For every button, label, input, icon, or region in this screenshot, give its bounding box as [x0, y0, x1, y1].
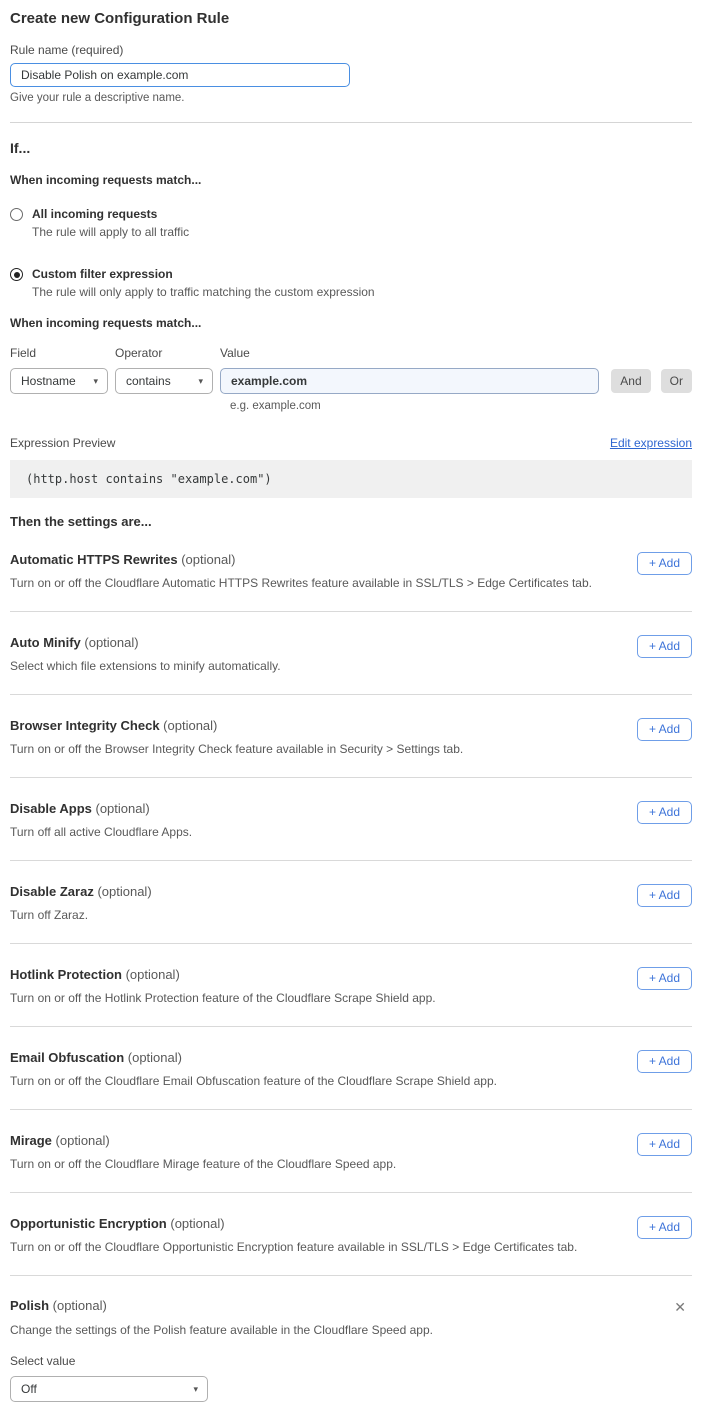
setting-name: Email Obfuscation — [10, 1050, 125, 1065]
optional-tag: (optional) — [125, 967, 180, 982]
and-button[interactable]: And — [611, 369, 650, 393]
add-button[interactable]: + Add — [637, 801, 692, 824]
if-heading: If... — [10, 140, 31, 156]
optional-tag: (optional) — [84, 635, 139, 650]
setting-info — [10, 801, 192, 839]
expression-builder-heading: When incoming requests match... — [10, 316, 202, 330]
setting-description: Turn on or off the Cloudflare Email Obfuscation feature of the Cloudflare Scrape Shield app. — [10, 1074, 497, 1088]
setting-title — [10, 718, 463, 733]
operator-label: Operator — [115, 346, 163, 360]
setting-title — [10, 1216, 577, 1231]
operator-select[interactable] — [115, 368, 213, 394]
setting-name: Polish — [10, 1298, 50, 1313]
select-value-label: Select value — [10, 1354, 76, 1368]
setting-info — [10, 1050, 497, 1088]
value-label: Value — [220, 346, 250, 360]
optional-tag: (optional) — [163, 718, 218, 733]
setting-info — [10, 1216, 577, 1254]
add-button[interactable]: + Add — [637, 635, 692, 658]
expression-preview-label: Expression Preview — [10, 436, 116, 450]
setting-description: Turn on or off the Browser Integrity Check feature available in Security > Settings tab. — [10, 742, 464, 756]
optional-tag: (optional) — [127, 1050, 182, 1065]
add-button[interactable]: + Add — [637, 718, 692, 741]
setting-hotlink-protection — [10, 944, 692, 1027]
add-button[interactable]: + Add — [637, 1133, 692, 1156]
expression-builder-row — [10, 346, 692, 394]
setting-title — [10, 1050, 497, 1065]
setting-automatic-https-rewrites — [10, 529, 692, 612]
setting-name: Browser Integrity Check — [10, 718, 160, 733]
radio-all-text — [32, 207, 189, 239]
radio-unselected-icon[interactable] — [10, 208, 23, 221]
add-button[interactable]: + Add — [637, 884, 692, 907]
radio-custom-label: Custom filter expression — [32, 267, 173, 281]
setting-info — [10, 884, 152, 922]
rule-name-label: Rule name (required) — [10, 43, 124, 57]
radio-custom-text — [32, 267, 375, 299]
add-button[interactable]: + Add — [637, 1216, 692, 1239]
optional-tag: (optional) — [97, 884, 152, 899]
add-button[interactable]: + Add — [637, 1050, 692, 1073]
setting-name: Disable Apps — [10, 801, 92, 816]
and-or-buttons — [611, 369, 692, 394]
radio-custom-filter-expression[interactable] — [10, 267, 692, 299]
page-title: Create new Configuration Rule — [10, 10, 230, 27]
radio-all-incoming-requests[interactable] — [10, 207, 692, 239]
optional-tag: (optional) — [181, 552, 236, 567]
value-helper: e.g. example.com — [230, 400, 321, 412]
setting-title — [10, 884, 152, 899]
setting-mirage — [10, 1110, 692, 1193]
optional-tag: (optional) — [95, 801, 150, 816]
radio-all-label: All incoming requests — [32, 207, 158, 221]
field-column — [10, 346, 108, 394]
setting-info — [10, 967, 436, 1005]
edit-expression-link[interactable]: Edit expression — [609, 436, 692, 450]
value-input[interactable] — [220, 368, 599, 394]
setting-disable-apps — [10, 778, 692, 861]
setting-title — [10, 801, 192, 816]
operator-column — [115, 346, 213, 394]
setting-name: Mirage — [10, 1133, 52, 1148]
add-button[interactable]: + Add — [637, 552, 692, 575]
setting-disable-zaraz — [10, 861, 692, 944]
setting-title — [10, 1298, 107, 1313]
setting-name: Hotlink Protection — [10, 967, 122, 982]
setting-info — [10, 552, 592, 590]
setting-title — [10, 552, 592, 567]
radio-selected-icon[interactable] — [10, 268, 23, 281]
setting-info — [10, 1133, 396, 1171]
optional-tag: (optional) — [52, 1298, 107, 1313]
chevron-down-icon: ▾ — [198, 375, 203, 386]
polish-description: Change the settings of the Polish feature available in the Cloudflare Speed app. — [10, 1323, 433, 1337]
setting-description: Turn on or off the Cloudflare Automatic HTTPS Rewrites feature available in SSL/TLS > Edge Certificates tab. — [10, 576, 592, 590]
setting-title — [10, 967, 436, 982]
field-label: Field — [10, 346, 37, 360]
polish-value-select[interactable] — [10, 1376, 208, 1402]
then-settings-heading: Then the settings are... — [10, 514, 152, 529]
polish-header — [10, 1298, 692, 1314]
operator-select-value: contains — [126, 374, 171, 388]
optional-tag: (optional) — [170, 1216, 225, 1231]
close-icon[interactable]: ✕ — [674, 1299, 686, 1315]
setting-auto-minify — [10, 612, 692, 695]
setting-email-obfuscation — [10, 1027, 692, 1110]
field-select-value: Hostname — [21, 374, 76, 388]
setting-description: Select which file extensions to minify automatically. — [10, 659, 281, 673]
expression-preview-code: (http.host contains "example.com") — [10, 460, 692, 498]
setting-name: Disable Zaraz — [10, 884, 94, 899]
radio-custom-description: The rule will only apply to traffic matching the custom expression — [32, 285, 375, 299]
setting-title — [10, 635, 281, 650]
setting-opportunistic-encryption — [10, 1193, 692, 1276]
or-button[interactable]: Or — [661, 369, 692, 393]
setting-name: Opportunistic Encryption — [10, 1216, 167, 1231]
rule-name-input[interactable] — [10, 63, 350, 87]
value-column — [220, 346, 599, 394]
chevron-down-icon: ▾ — [193, 1383, 198, 1394]
setting-description: Turn on or off the Hotlink Protection feature of the Cloudflare Scrape Shield app. — [10, 991, 436, 1005]
setting-polish — [10, 1276, 692, 1402]
setting-name: Auto Minify — [10, 635, 81, 650]
chevron-down-icon: ▾ — [93, 375, 98, 386]
rule-name-helper: Give your rule a descriptive name. — [10, 92, 185, 104]
setting-info — [10, 718, 463, 756]
radio-all-description: The rule will apply to all traffic — [32, 225, 190, 239]
field-select[interactable] — [10, 368, 108, 394]
setting-name: Automatic HTTPS Rewrites — [10, 552, 178, 567]
incoming-requests-match-label: When incoming requests match... — [10, 173, 202, 187]
setting-title — [10, 1133, 396, 1148]
section-divider — [10, 122, 692, 123]
polish-select-value: Off — [21, 1382, 37, 1396]
optional-tag: (optional) — [55, 1133, 110, 1148]
setting-info — [10, 635, 281, 673]
setting-description: Turn on or off the Cloudflare Mirage feature of the Cloudflare Speed app. — [10, 1157, 397, 1171]
setting-browser-integrity-check — [10, 695, 692, 778]
add-button[interactable]: + Add — [637, 967, 692, 990]
setting-description: Turn on or off the Cloudflare Opportunistic Encryption feature available in SSL/TLS > Edge Certificates tab. — [10, 1240, 578, 1254]
setting-description: Turn off all active Cloudflare Apps. — [10, 825, 193, 839]
expression-preview-header — [10, 436, 692, 450]
setting-description: Turn off Zaraz. — [10, 908, 89, 922]
